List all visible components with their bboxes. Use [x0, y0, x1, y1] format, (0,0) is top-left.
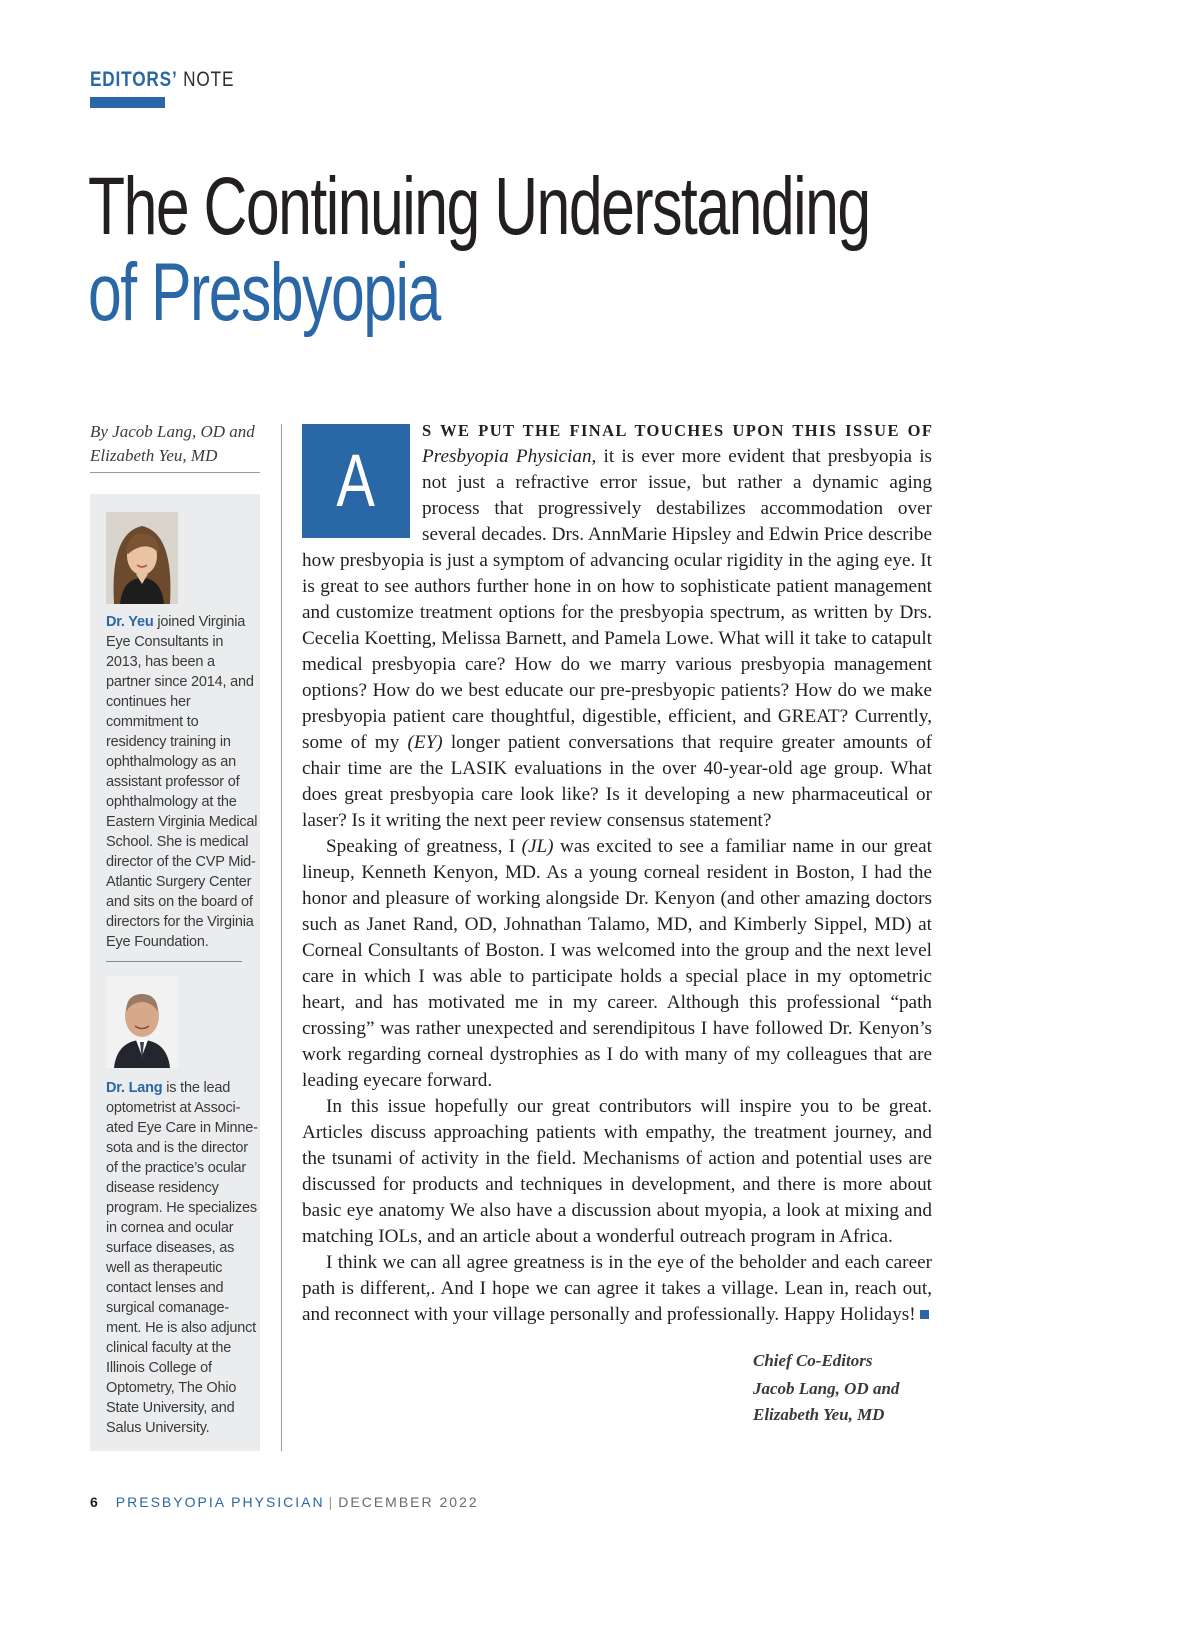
- section-label-rest: NOTE: [177, 68, 235, 91]
- bio-lang-name: Dr. Lang: [106, 1080, 163, 1096]
- byline: [90, 420, 260, 468]
- title-line-1: The Continuing Understanding: [88, 161, 870, 252]
- byline-divider: [90, 472, 260, 473]
- drop-cap: [302, 424, 410, 538]
- section-label-bold: EDITORS’: [90, 68, 178, 91]
- paragraph-2-start: Speaking of greatness, I: [326, 836, 522, 857]
- bio-divider: [106, 961, 242, 962]
- paragraph-1-end: longer patient conversations that require greater amounts of chair time are the LASIK evaluations in the over 40-year-old age group. What does great presbyopia care look like? Is it developing a new pharmaceutical or laser? Is it writing the next peer review consensus statement?: [302, 732, 932, 831]
- signature: [753, 1348, 899, 1428]
- page-footer: [90, 1494, 479, 1510]
- author-bio-sidebar: [90, 494, 260, 1451]
- lead-caps: S WE PUT THE FINAL TOUCHES UPON THIS ISSUE OF: [422, 421, 932, 440]
- paragraph-2-text: was excited to see a familiar name in our great lineup, Kenneth Kenyon, MD. As a young corneal resident in Boston, I had the honor and pleasure of working alongside Dr. Kenyon (and other amazing doctors such as Janet Rand, OD, Johnathan Talamo, MD, and Kimberly Sippel, MD) at Corneal Consultants of Boston. I was welcomed into the group and the next level care in which I was able to participate holds a special place in my optometric heart, and has motivated me in my career. Although this professional “path crossing” was rather unexpected and serendipitous I have followed Dr. Kenyon’s work regarding corneal dystrophies as I do with many of my colleagues that are leading eyecare forward.: [302, 836, 932, 1091]
- magazine-name: PRESBYOPIA PHYSICIAN: [115, 1494, 325, 1510]
- signature-name-2: Elizabeth Yeu, MD: [753, 1405, 885, 1424]
- page-title: [88, 161, 870, 338]
- editor-initials-jl: (JL): [521, 836, 554, 857]
- paragraph-4-text: I think we can all agree greatness is in the eye of the beholder and each career path is different,. And I hope we can agree it takes a village. Lean in, reach out, and reconnect with your village personally and professionally. Happy Holidays!: [302, 1252, 932, 1325]
- editor-initials-ey: (EY): [407, 732, 443, 753]
- section-label: [90, 68, 234, 92]
- byline-line-2: Elizabeth Yeu, MD: [90, 446, 218, 465]
- bio-lang: [106, 1078, 258, 1438]
- portrait-woman-icon: [106, 512, 178, 604]
- article-paragraph: [302, 418, 932, 834]
- signature-name-1: Jacob Lang, OD and: [753, 1379, 900, 1398]
- section-accent-bar: [90, 97, 165, 108]
- column-divider: [281, 424, 282, 1451]
- title-line-2: of Presbyopia: [88, 247, 440, 338]
- end-mark-icon: [920, 1310, 929, 1319]
- bio-yeu-name: Dr. Yeu: [106, 614, 154, 630]
- article-body: [302, 418, 932, 1328]
- article-paragraph: [302, 1250, 932, 1328]
- byline-line-1: By Jacob Lang, OD and: [90, 422, 255, 441]
- page-number: 6: [90, 1494, 98, 1510]
- signature-role: Chief Co-Editors: [753, 1351, 873, 1370]
- bio-yeu: [106, 612, 258, 952]
- footer-separator: |: [328, 1494, 335, 1510]
- article-paragraph: In this issue hopefully our great contributors will inspire you to be great. Articles discuss approaching patients with empathy, the treatment journey, and the tsunami of activity in the field. Mechanisms of action and potential uses are discussed for products and techniques in development, and there is more about basic eye anatomy We also have a discussion about myopia, a look at mixing and matching IOLs, and an article about a wonderful outreach program in Africa.: [302, 1096, 932, 1247]
- issue-date: DECEMBER 2022: [338, 1494, 479, 1510]
- bio-lang-text: is the lead optometrist at Associated Eye Care in Minnesota and is the director of the practice’s ocular disease residency program. He specializes in cornea and ocular surface diseases, as well as therapeutic contact lenses and surgical comanagement. He is also adjunct clinical faculty at the Illinois College of Optometry, The Ohio State University, and Salus University.: [106, 1080, 258, 1436]
- article-paragraph: [302, 834, 932, 1094]
- bio-yeu-text: joined Virginia Eye Consultants in 2013, has been a partner since 2014, and continues her commitment to residency training in ophthalmology as an assistant professor of ophthalmology at the Eastern Virginia Medical School. She is medical director of the CVP Mid-Atlantic Surgery Center and sits on the board of directors for the Virginia Eye Foundation.: [106, 614, 258, 950]
- magazine-name-italic: Presbyopia Physician: [422, 446, 592, 467]
- portrait-man-icon: [106, 976, 178, 1068]
- drop-cap-letter: A: [336, 439, 376, 522]
- paragraph-1-text: , it is ever more evident that presbyopia is not just a refractive error issue, but rather a dynamic aging process that progressively destabilizes accommodation over several decades. Drs. AnnMarie Hipsley and Edwin Price describe how presbyopia is just a symptom of advancing ocular rigidity in the aging eye. It is great to see authors further hone in on how to sophisticate patient management and customize treatment options for the presbyopia spectrum, as written by Drs. Cecelia Koetting, Melissa Barnett, and Pamela Lowe. What will it take to catapult medical presbyopia care? How do we marry various presbyopia management options? How do we best educate our pre-presbyopic patients? How do we make presbyopia patient care thoughtful, digestible, efficient, and GREAT? Currently, some of my: [302, 446, 932, 753]
